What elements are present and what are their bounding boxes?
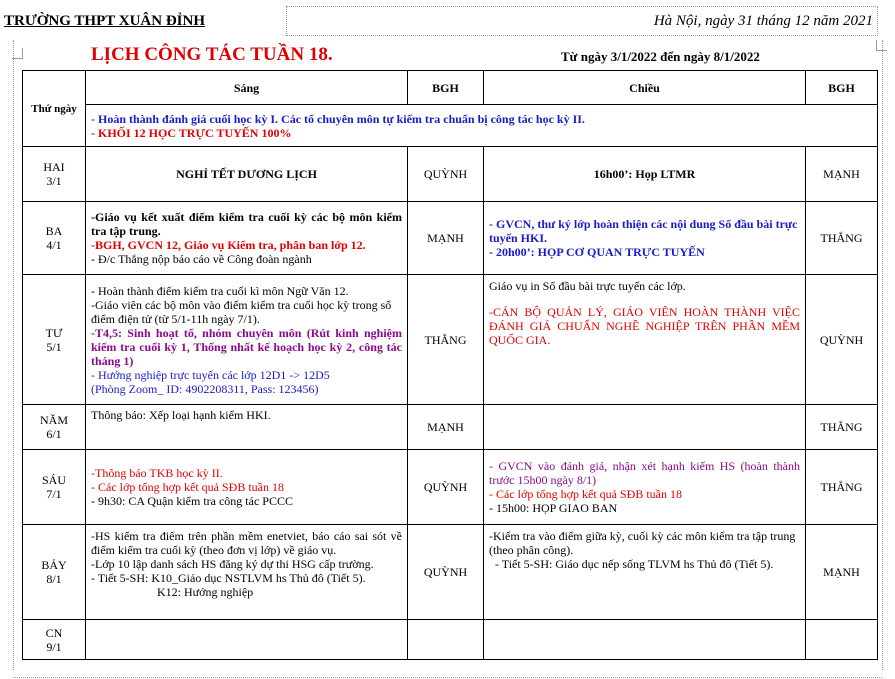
afternoon-item: - Các lớp tổng hợp kết quả SĐB tuần 18	[489, 487, 683, 501]
morning-cell	[86, 405, 408, 450]
morning-cell	[86, 275, 408, 405]
bgh-morning	[408, 620, 484, 660]
afternoon-item: -Kiểm tra vào điểm giữa kỳ, cuối kỳ các môn kiểm tra tập trung (theo phân công).	[489, 529, 796, 557]
afternoon-cell	[484, 450, 806, 525]
notice-row	[23, 105, 878, 147]
morning-item: K12: Hướng nghiệp	[157, 585, 254, 599]
afternoon-cell	[484, 405, 806, 450]
notice-line-1: - Hoàn thành đánh giá cuối học kỳ I. Các tổ chuyên môn tự kiểm tra chuẩn bị công tác học kỳ II.	[91, 111, 585, 126]
table-row	[23, 202, 878, 275]
day-name: TƯ	[45, 325, 63, 340]
morning-item: -Giáo vụ kết xuất điểm kiểm tra cuối kỳ các bộ môn kiểm tra tập trung.	[91, 210, 402, 238]
day-cell	[23, 450, 86, 525]
day-name: CN	[45, 625, 63, 640]
afternoon-item: -CÁN BỘ QUẢN LÝ, GIÁO VIÊN HOÀN THÀNH VIỆC ĐÁNH GIÁ CHUẨN NGHỀ NGHIỆP TRÊN PHẦN MỀM QUỐC GIA.	[489, 305, 800, 347]
morning-cell	[86, 202, 408, 275]
table-row	[23, 147, 878, 202]
school-name: TRƯỜNG THPT XUÂN ĐỈNH	[4, 13, 205, 29]
morning-item: Thông báo: Xếp loại hạnh kiểm HKI.	[91, 408, 271, 422]
morning-item: -Lớp 10 lập danh sách HS đăng ký dự thi HSG cấp trường.	[91, 557, 374, 571]
morning-item: - Đ/c Thắng nộp báo cáo về Công đoàn ngành	[91, 252, 312, 266]
morning-cell	[86, 620, 408, 660]
morning-cell	[86, 525, 408, 620]
morning-cell: NGHỈ TẾT DƯƠNG LỊCH	[86, 147, 408, 202]
day-name: BẢY	[41, 558, 67, 572]
page-frame-left	[13, 40, 14, 670]
afternoon-item: - Tiết 5-SH: Giáo dục nếp sống TLVM hs Thủ đô (Tiết 5).	[495, 557, 774, 571]
schedule-table	[22, 70, 878, 660]
morning-item: -Giáo viên các bộ môn vào điểm kiểm tra cuối học kỳ trong sổ điểm điện tử (từ 5/1-11h ngày 7/1).	[91, 297, 392, 326]
crop-mark-top-right	[876, 40, 887, 51]
date-line: Hà Nội, ngày 31 tháng 12 năm 2021	[653, 13, 873, 29]
header-afternoon: Chiều	[484, 71, 806, 105]
day-name: BA	[45, 224, 63, 238]
afternoon-cell	[484, 620, 806, 660]
table-row	[23, 450, 878, 525]
bgh-afternoon	[806, 620, 878, 660]
table-row	[23, 525, 878, 620]
bgh-morning: QUỲNH	[408, 450, 484, 525]
bgh-afternoon: THẮNG	[806, 202, 878, 275]
day-name: NĂM	[39, 413, 68, 427]
header-day: Thứ ngày	[23, 71, 86, 147]
day-name: HAI	[43, 160, 65, 174]
bgh-afternoon: QUỲNH	[806, 275, 878, 405]
morning-cell	[86, 450, 408, 525]
bgh-afternoon: MẠNH	[806, 525, 878, 620]
afternoon-item: Giáo vụ in Sổ đầu bài trực tuyến các lớp.	[489, 279, 686, 293]
bgh-afternoon: THẮNG	[806, 405, 878, 450]
day-date: 4/1	[46, 238, 62, 252]
notice-cell-filler	[806, 105, 878, 147]
page-frame-right	[882, 40, 883, 670]
day-name: SÁU	[41, 473, 66, 487]
bgh-morning: MẠNH	[408, 202, 484, 275]
crop-mark-top-left	[12, 48, 23, 59]
header-bgh-morning: BGH	[408, 71, 484, 105]
morning-item: -HS kiểm tra điểm trên phần mềm enetviet, báo cáo sai sót về điểm kiểm tra cuối kỳ (theo đơn vị lớp) về giáo vụ.	[91, 529, 402, 557]
morning-item: -BGH, GVCN 12, Giáo vụ Kiểm tra, phân ban lớp 12.	[91, 238, 366, 252]
page-frame-bottom	[13, 677, 882, 678]
header-row	[23, 71, 878, 105]
afternoon-cell	[484, 202, 806, 275]
afternoon-item: - 15h00: HỌP GIAO BAN	[489, 501, 618, 515]
day-cell	[23, 620, 86, 660]
bgh-morning: QUỲNH	[408, 525, 484, 620]
morning-item: - 9h30: CA Quận kiểm tra công tác PCCC	[91, 494, 293, 508]
afternoon-cell	[484, 275, 806, 405]
afternoon-item: - GVCN, thư ký lớp hoàn thiện các nội dung Sổ đầu bài trực tuyến HKI.	[489, 217, 798, 245]
afternoon-item: - GVCN vào đánh giá, nhận xét hạnh kiểm HS (hoàn thành trước 15h00 ngày 8/1)	[489, 459, 800, 487]
bgh-morning: QUỲNH	[408, 147, 484, 202]
afternoon-cell: 16h00’: Họp LTMR	[484, 147, 806, 202]
notice-line-2: - KHỐI 12 HỌC TRỰC TUYẾN 100%	[91, 125, 292, 140]
day-date: 6/1	[46, 427, 62, 441]
schedule-title: LỊCH CÔNG TÁC TUẦN 18.	[91, 44, 333, 65]
day-cell	[23, 405, 86, 450]
morning-item: -T4,5: Sinh hoạt tổ, nhóm chuyên môn (Rút kinh nghiệm kiểm tra cuối kỳ 1, Thống nhất kế hoạch học kỳ 2, công tác tháng 1)	[91, 325, 402, 368]
morning-item: - Các lớp tổng hợp kết quả SĐB tuần 18	[91, 480, 285, 494]
day-date: 9/1	[46, 639, 62, 654]
afternoon-cell	[484, 525, 806, 620]
morning-item: (Phòng Zoom_ ID: 4902208311, Pass: 123456)	[91, 381, 319, 396]
header-morning: Sáng	[86, 71, 408, 105]
bgh-afternoon: THẮNG	[806, 450, 878, 525]
spacer	[489, 293, 800, 305]
bgh-afternoon: MẠNH	[806, 147, 878, 202]
morning-item: - Hoàn thành điểm kiểm tra cuối kì môn Ngữ Văn 12.	[91, 283, 349, 298]
table-row	[23, 275, 878, 405]
bgh-morning: THẮNG	[408, 275, 484, 405]
day-cell	[23, 147, 86, 202]
day-cell	[23, 275, 86, 405]
morning-item: -Thông báo TKB học kỳ II.	[91, 466, 223, 480]
table-row	[23, 620, 878, 660]
afternoon-item: - 20h00’: HỌP CƠ QUAN TRỰC TUYẾN	[489, 245, 705, 259]
day-cell	[23, 525, 86, 620]
table-row	[23, 405, 878, 450]
day-date: 5/1	[46, 339, 62, 354]
day-date: 7/1	[46, 487, 62, 501]
day-cell	[23, 202, 86, 275]
bgh-morning: MẠNH	[408, 405, 484, 450]
morning-item: - Hướng nghiệp trực tuyến các lớp 12D1 -> 12D5	[91, 367, 330, 382]
day-date: 8/1	[46, 572, 62, 586]
date-range: Từ ngày 3/1/2022 đến ngày 8/1/2022	[561, 49, 760, 64]
day-date: 3/1	[46, 174, 62, 188]
header-bgh-afternoon: BGH	[806, 71, 878, 105]
notice-cell	[86, 105, 806, 147]
morning-item: - Tiết 5-SH: K10_Giáo dục NSTLVM hs Thủ đô (Tiết 5).	[91, 571, 366, 585]
